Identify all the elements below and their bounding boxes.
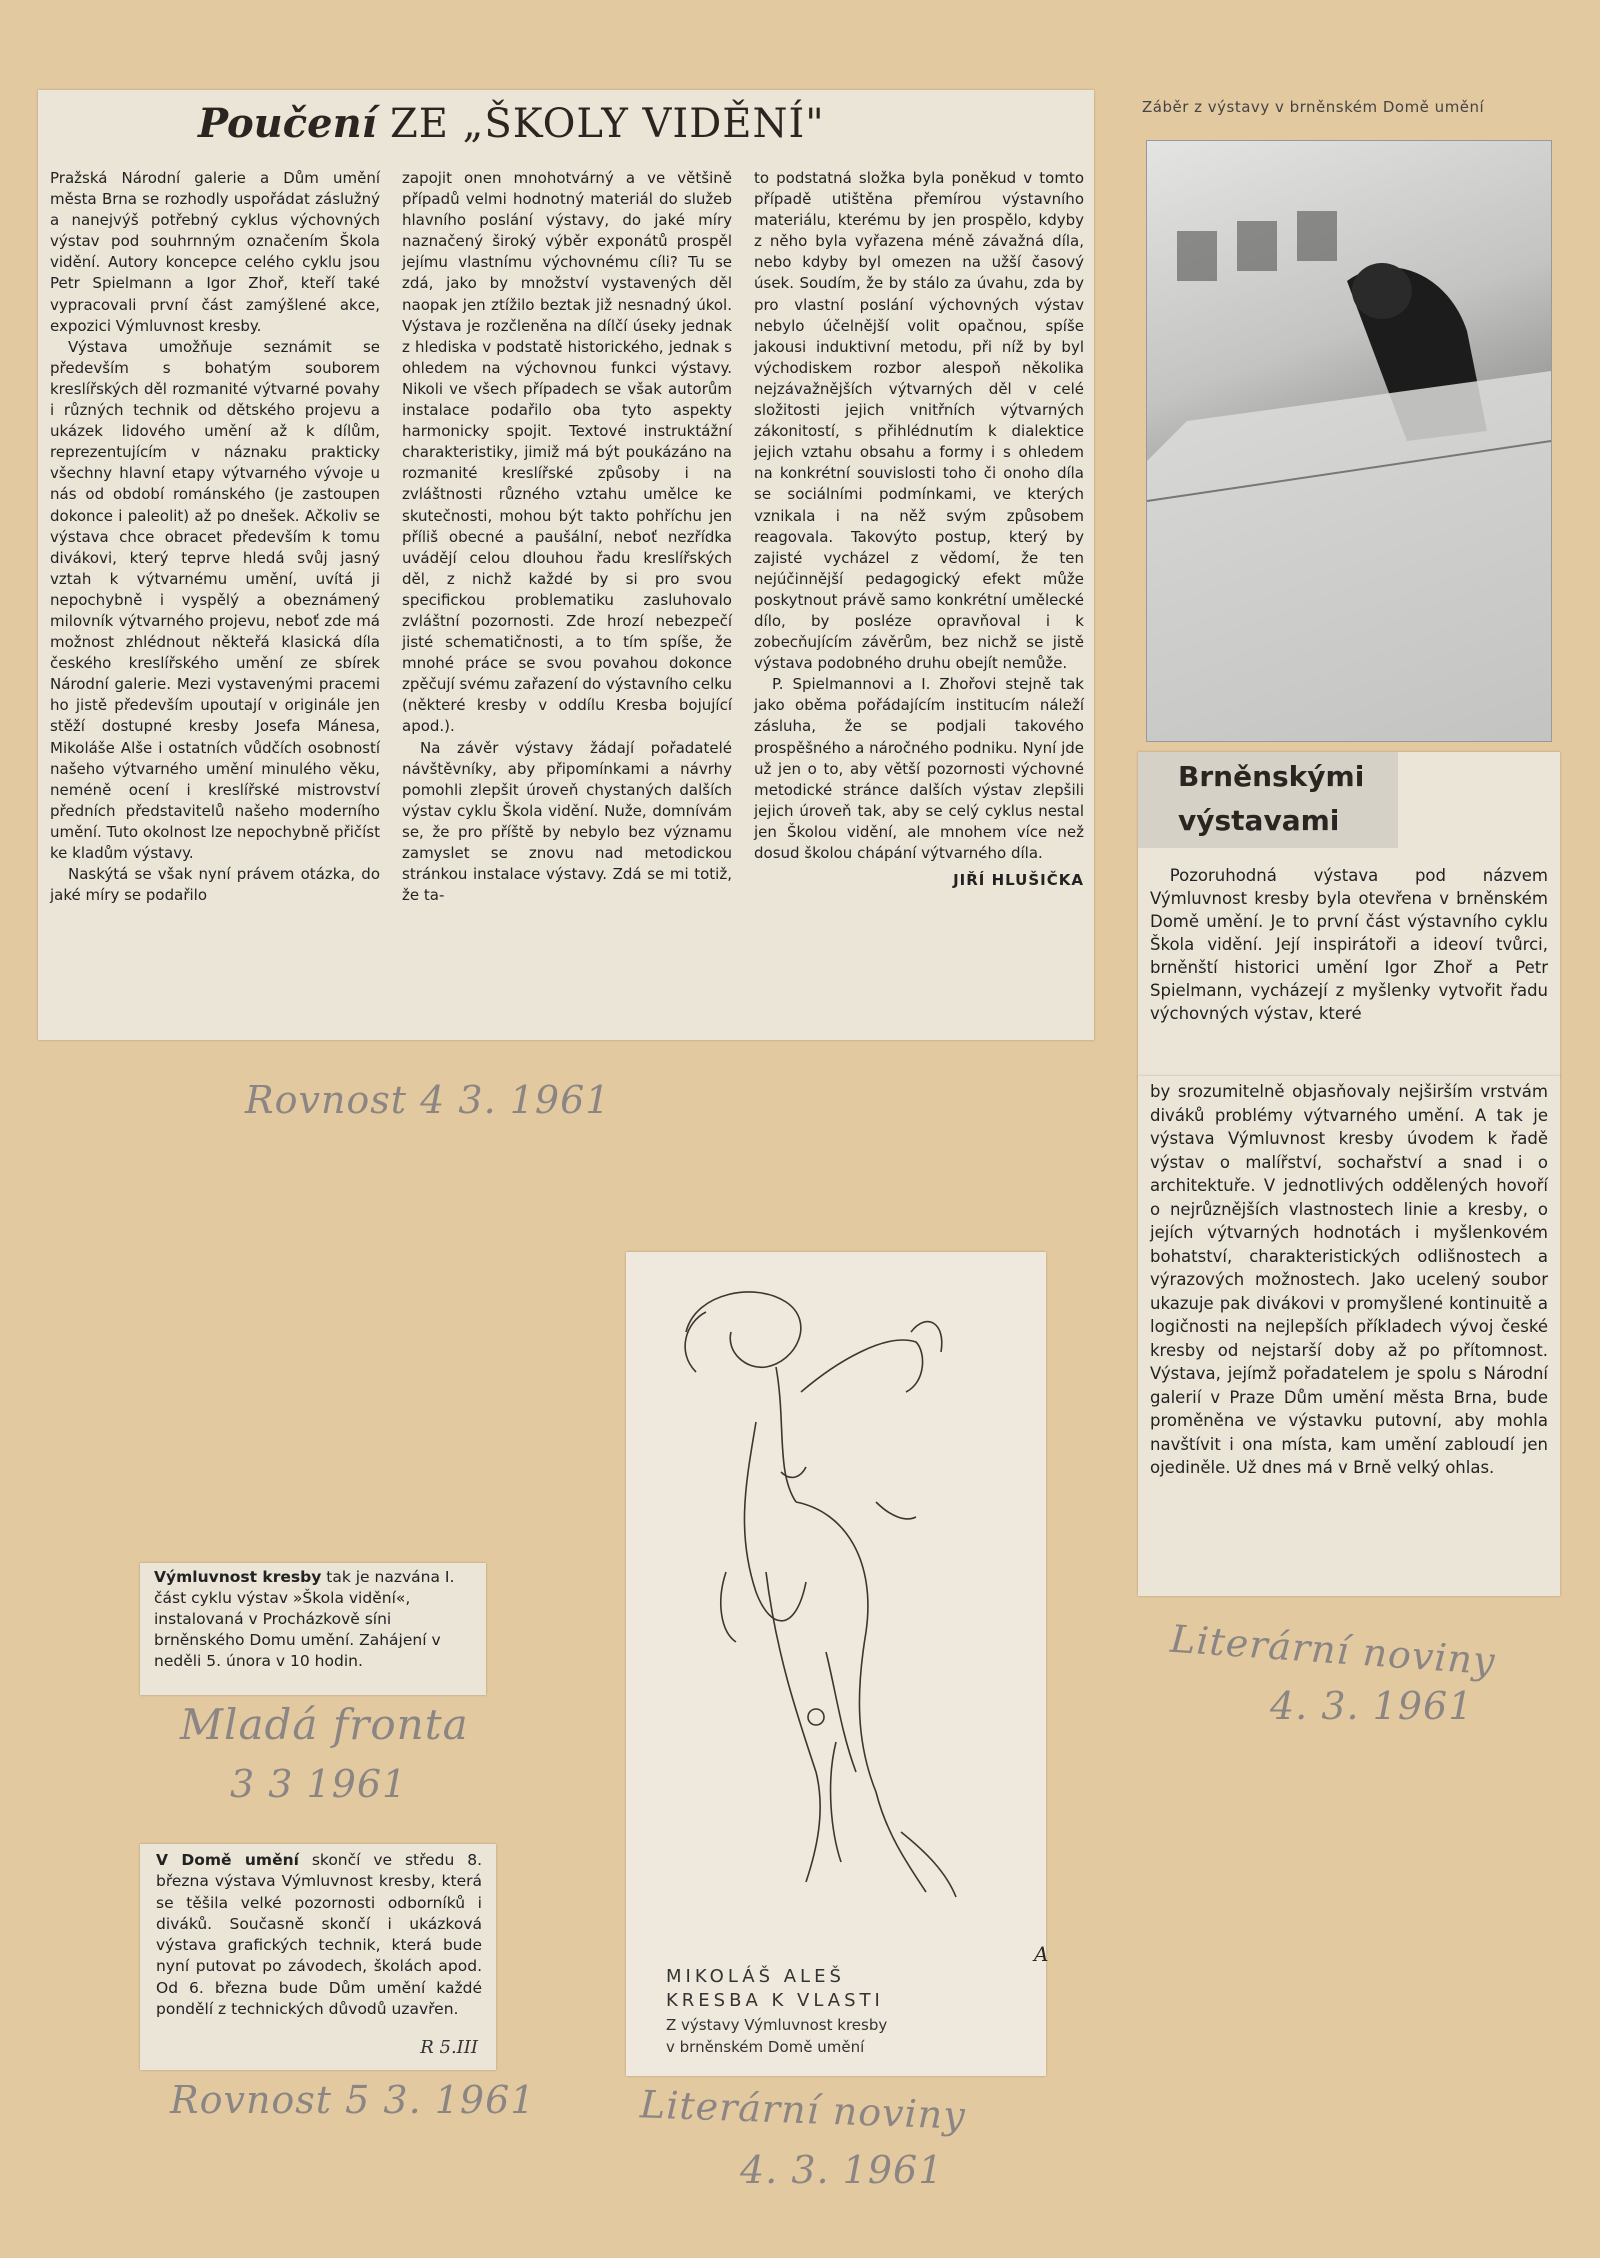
col1-paragraph-2: Výstava umožňuje seznámit se především s bohatým souborem kreslířských děl rozmanité výtvarné povahy i různých technik od dětského projevu a ukázek lidového umění až k dílům, reprezentujícím v náznaku prakticky všechny hlavní etapy výtvarného vývoje u nás od období románského (je zastoupen dokonce i paleolit) až po dnešek. Ačkoliv se výstava chce obracet především k tomu divákovi, který teprve hledá svůj jasný vztah k výtvarnému umění, uvítá ji nepochybně i vyspělý a obeznámený milovník výtvarného projevu, neboť zde má možnost zhlédnout někteřá klasická díla českého kreslířského umění ze sbírek Národní galerie. Mezi vystavenými pracemi ho jistě především upoutají v originále jen stěží dostupné kresby Josefa Mánesa, Mikoláše Alše i ostatních vůdčích osobností našeho výtvarného umění minulého věku, neméně ocení i kreslířské mistrovství předních představitelů našeho moderního umění. Tuto okolnost lze nepochybně přičíst ke kladům výstavy. [50,337,380,862]
col3-paragraph-2: P. Spielmannovi a I. Zhořovi stejně tak jako oběma pořádajícím institucím náleží zásluha, že se podjali takového prospěšného a náročného podniku. Nyní jde už jen o to, aby větší pozornosti výchovné metodické stránce dalších výstav zlepšili jejich úroveň tak, aby se celý cyklus nestal jen Školou vidění, ale mnohem více než dosud školou chápání výtvarného díla. [754,675,1084,862]
handwritten-date-mlada-fronta: 3 3 1961 [230,1762,408,1806]
sketch-caption-1: MIKOLÁŠ ALEŠ [666,1966,845,1987]
brno-title-line2: výstavami [1178,804,1340,837]
closing-notice-body: skončí ve středu 8. března výstava Výmluvnost kresby, která se těšila velké pozornosti odborníků i diváků. Současně skončí i ukázková výstava grafických technik, která bude nyní putovat po závodech, školách apod. Od 6. března bude Dům umění každé pondělí z technických důvodů uzavřen. [156,1851,482,2019]
small-announcement-body: tak je nazvána I. část cyklu výstav »Škola vidění«, instalovaná v Procházkově síni brněnského Domu umění. Zahájení v neděli 5. února v 10 hodin. [154,1568,455,1670]
handwritten-source-literarni-2: Literární noviny [639,2082,967,2138]
small-announcement-lead: Výmluvnost kresby [154,1568,322,1586]
sketch-caption-2: KRESBA K VLASTI [666,1990,884,2011]
sketch-clipping [626,1252,1049,2076]
small-announcement-text [154,1567,476,1672]
closing-notice-lead: V Domě umění [156,1851,299,1869]
article-author: JIŘÍ HLUŠIČKA [953,871,1084,890]
exhibition-photo [1146,140,1552,742]
sketch-signature: A [1034,1942,1049,1966]
brno-text-bottom: by srozumitelně objasňovaly nejširším vrstvám diváků problémy výtvarného umění. A tak je výstava Výmluvnost kresby úvodem k řadě výstav o malířství, sochařství a snad i o architektuře. V jednotlivých oddělených hovoří o nejrůznějších vlastnostech linie a kresby, o jejích výtvarných hodnotách i myšlenkovém bohatství, charakteristických odlišnostech a výrazových možnostech. Jako ucelený soubor ukazuje pak divákovi v promyšlené kontinuitě a logičnosti na nejlepších příkladech vývoj české kresby od nejstarší doby až po přítomnost. Výstava, jejímž pořadatelem je spolu s Národní galerií v Praze Dům umění města Brna, bude proměněna ve výstavku putovní, aby mohla navštívit i ona místa, kam umění zabloudí jen ojediněle. Už dnes má v Brně velký ohlas. [1150,1082,1548,1477]
closing-notice-clipping [140,1844,496,2070]
brno-title-line1: Brněnskými [1178,760,1365,793]
article-column-3 [754,168,1084,891]
closing-notice-text [156,1850,482,2020]
article-title [198,100,825,147]
brno-article-clipping-bottom [1138,1076,1560,1596]
brno-title-box [1138,752,1398,848]
brno-text-top: Pozoruhodná výstava pod názvem Výmluvnost kresby byla otevřena v brněnském Domě umění. Je to první část výstavního cyklu Škola vidění. Její inspirátoři a ideoví tvůrci, brněnští historici umění Igor Zhoř a Petr Spielmann, vycházejí z myšlenky vytvořit řadu výchovných výstav, které [1150,866,1548,1023]
title-caps: ZE „ŠKOLY VIDĚNÍ" [389,101,825,147]
brno-article-clipping-top [1138,752,1560,1078]
handwritten-source-rovnost-1: Rovnost 4 3. 1961 [245,1078,611,1122]
sketch-caption-4: v brněnském Domě umění [666,2038,865,2056]
photo-caption: Záběr z výstavy v brněnském Domě umění [1142,98,1485,116]
sketch-caption-3: Z výstavy Výmluvnost kresby [666,2016,888,2034]
article-column-2 [402,168,732,906]
handwritten-source-rovnost-2: Rovnost 5 3. 1961 [170,2078,536,2122]
title-italic: Poučení [198,100,377,147]
handwritten-source-literarni-1: Literární noviny [1168,1616,1497,1684]
ales-drawing-icon [626,1272,1046,1922]
handwritten-date-literarni-1: 4. 3. 1961 [1270,1684,1474,1728]
handwritten-date-literarni-2: 4. 3. 1961 [740,2148,944,2192]
col2-paragraph-2: Na závěr výstavy žádají pořadatelé návštěvníky, aby připomínkami a návrhy pomohli zlepšit úroveň chystaných dalších výstav cyklu Škola vidění. Nuže, domnívám se, že pro příště by nebylo bez významu zamyslet se znovu nad metodickou stránkou instalace výstavy. Zdá se mi totiž, že ta- [402,738,732,905]
photo-figure-icon [1147,141,1551,741]
handwritten-source-mlada-fronta: Mladá fronta [180,1700,469,1749]
closing-notice-stamp: R 5.III [420,2037,478,2058]
small-announcement-clipping [140,1563,486,1695]
article-column-1 [50,168,380,906]
main-article-clipping [38,90,1094,1040]
col3-paragraph-1: to podstatná složka byla poněkud v tomto případě utištěna přemírou výstavního materiálu, kterému by jen prospělo, kdyby z něho byla vyřazena méně závažná díla, nebo kdyby byl omezen na užší časový úsek. Soudím, že by stálo za úvahu, zda by pro vlastní poslání výchovných výstav nebylo účelnější volit opačnou, spíše jakousi induktivní metodu, při níž by byl východiskem rozbor alespoň několika nejzávažnějších výtvarných děl v celé složitosti jejich vnitřních výtvarných zákonitostí, s přihlédnutím k dialektice jejich vztahu obsahu a formy i s ohledem na konkrétní souvislosti toho či onoho díla se sociálními podmínkami, ve kterých vznikala i na něž svým způsobem reagovala. Takovýto postup, který by zajisté vycházel z vědomí, že ten nejúčinnější pedagogický efekt může poskytnout právě samo konkrétní umělecké dílo, by posléze opravňoval i k zobecňujícím závěrům, bez nichž se jistě výstava podobného druhu obejít nemůže. [754,169,1084,673]
col2-paragraph-1: zapojit onen mnohotvárný a ve většině případů velmi hodnotný materiál do služeb hlavního poslání výstavy, do jaké míry naznačený široký výběr exponátů prospěl jejímu vlastnímu výchovnému cíli? Tu se zdá, jako by množství vystavených děl naopak jen ztížilo beztak již nesnadný úkol. Výstava je rozčleněna na dílčí úseky jednak z hlediska v podstatě historického, jednak s ohledem na výchovnou funkci výstavy. Nikoli ve všech případech se však autorům instalace podařilo oba tyto aspekty harmonicky spojit. Textové instruktážní charakteristiky, jimiž má být poukázáno na rozmanité kreslířské způsoby i na zvláštnosti různého vztahu umělce ke skutečnosti, mohou být takto pohříchu jen příliš obecné a paušální, neboť nezřídka uvádějí celou dlouhou řadu kreslířských děl, z nichž každé by si pro svou specifickou problematiku zasluhovalo zvláštní pozornosti. Zde hrozí nebezpečí jisté schematičnosti, a to tím spíše, že mnohé práce se svou povahou dokonce zpěčují svému zařazení do výstavního celku (některé kresby v oddílu Kresba bojující apod.). [402,169,732,736]
col1-paragraph-3: Naskýtá se však nyní právem otázka, do jaké míry se podařilo [50,865,380,905]
col1-paragraph-1: Pražská Národní galerie a Dům umění města Brna se rozhodly uspořádat záslužný a nanejvýš potřebný cyklus výchovných výstav pod souhrnným označením Škola vidění. Autory koncepce celého cyklu jsou Petr Spielmann a Igor Zhoř, kteří také vypracovali první část zamýšlené akce, expozici Výmluvnost kresby. [50,169,380,335]
